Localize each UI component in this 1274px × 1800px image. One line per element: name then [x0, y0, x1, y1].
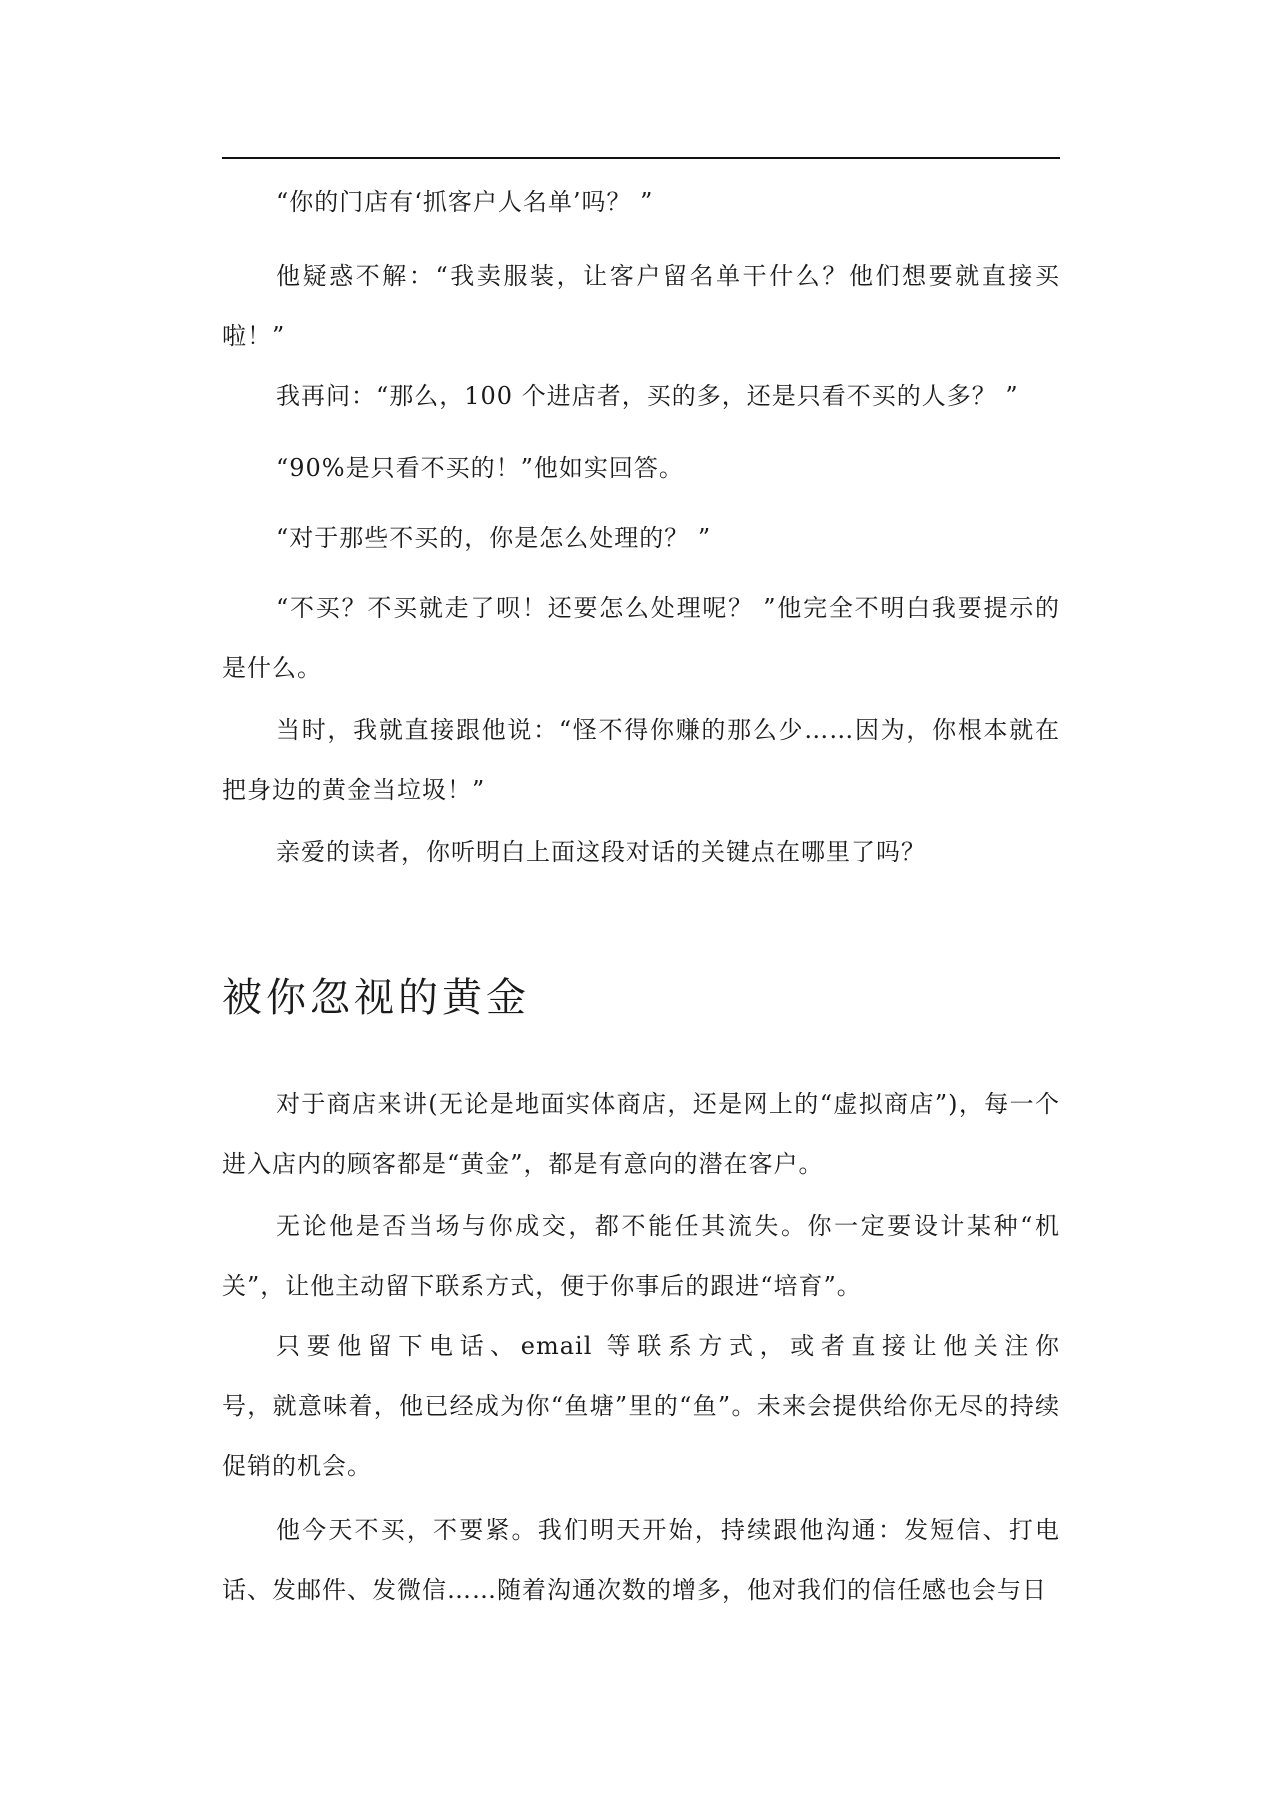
paragraph: “90%是只看不买的！”他如实回答。 [276, 454, 684, 482]
paragraph: 对于商店来讲(无论是地面实体商店，还是网上的“虚拟商店”)，每一个进入店内的顾客都是“黄金”，都是有意向的潜在客户。 [222, 1090, 1060, 1178]
paragraph: “对于那些不买的，你是怎么处理的？ ” [276, 524, 712, 552]
paragraph: 我再问：“那么，100 个进店者，买的多，还是只看不买的人多？ ” [276, 382, 1019, 410]
paragraph: 只要他留下电话、email 等联系方式，或者直接让他关注你 号，就意味着，他已经成为你“鱼塘”里的“鱼”。未来会提供给你无尽的持续促销的机会。 [222, 1332, 1160, 1480]
paragraph: 他今天不买，不要紧。我们明天开始，持续跟他沟通：发短信、打电话、发邮件、发微信……随着沟通次数的增多，他对我们的信任感也会与日 [222, 1516, 1060, 1604]
paragraph: 他疑惑不解：“我卖服装，让客户留名单干什么？他们想要就直接买啦！” [222, 262, 1060, 350]
paragraph: “你的门店有‘抓客户人名单’吗？ ” [276, 188, 654, 216]
paragraph: 亲爱的读者，你听明白上面这段对话的关键点在哪里了吗？ [276, 838, 926, 866]
header-rule [222, 157, 1060, 159]
paragraph: 无论他是否当场与你成交，都不能任其流失。你一定要设计某种“机关”，让他主动留下联系方式，便于你事后的跟进“培育”。 [222, 1212, 1060, 1300]
paragraph: “不买？不买就走了呗！还要怎么处理呢？ ”他完全不明白我要提示的是什么。 [222, 594, 1060, 682]
section-heading: 被你忽视的黄金 [222, 975, 530, 1021]
paragraph: 当时，我就直接跟他说：“怪不得你赚的那么少……因为，你根本就在把身边的黄金当垃圾！” [222, 716, 1060, 804]
